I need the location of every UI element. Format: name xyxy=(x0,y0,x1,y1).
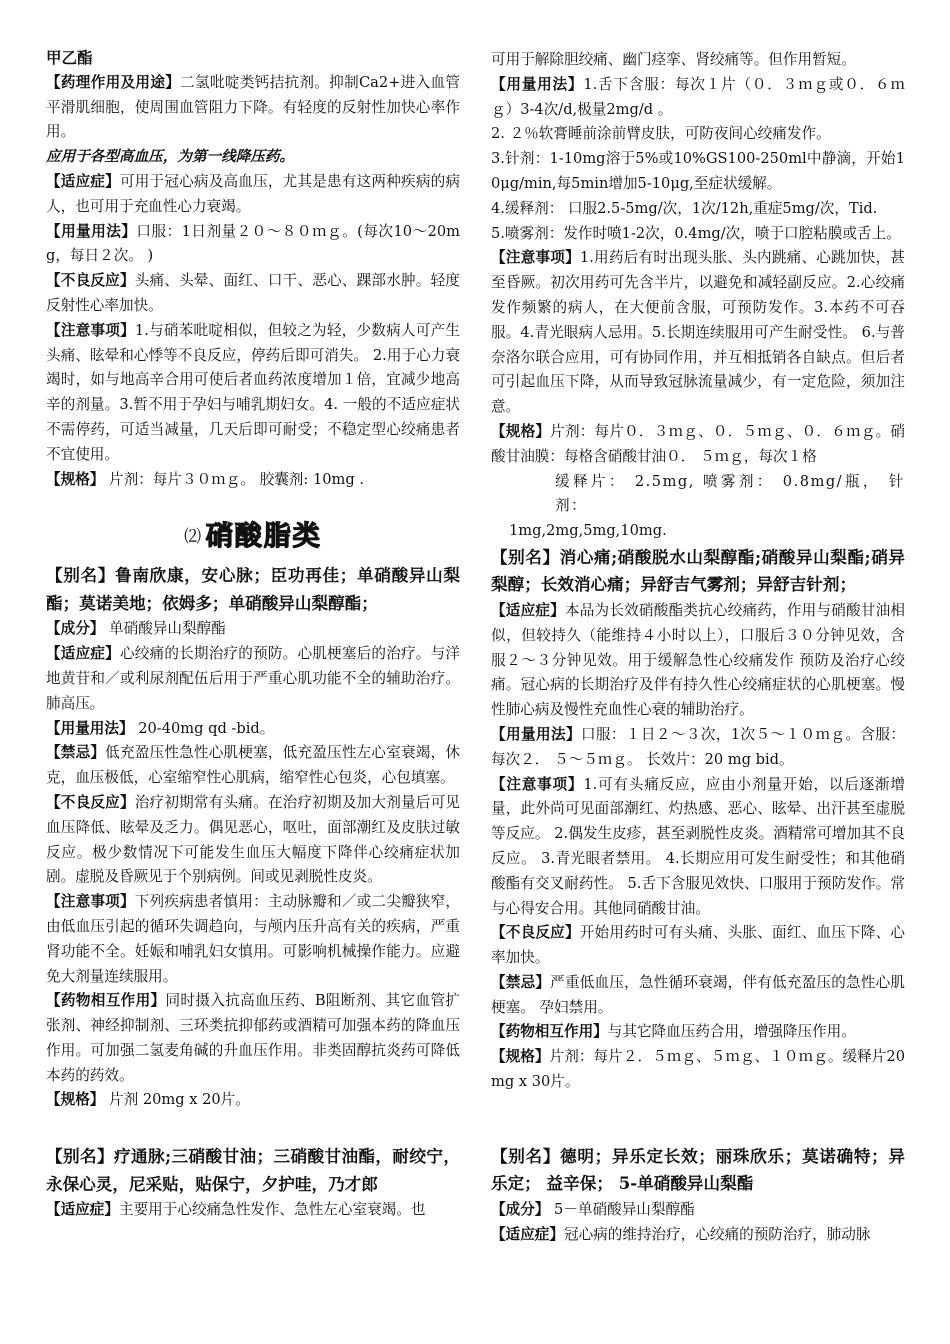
entry-label: 【药物相互作用】 xyxy=(46,992,166,1010)
entry-paragraph xyxy=(491,420,905,470)
entry-paragraph xyxy=(46,145,460,170)
entry-label: 【药物相互作用】 xyxy=(491,1023,608,1041)
entry-paragraph xyxy=(46,269,460,319)
section-number: ⑵ xyxy=(184,527,202,548)
drug2-alias xyxy=(46,562,460,617)
drug-title: 甲乙酯 xyxy=(46,48,93,67)
entry-paragraph xyxy=(491,147,905,197)
entry-label: 【适应症】 xyxy=(46,172,120,190)
entry-label: 【注意事项】 xyxy=(46,321,135,339)
entry-text: 20-40mg qd -bid。 xyxy=(133,719,275,737)
entry-label: 【用量用法】 xyxy=(46,719,134,737)
entry-paragraph xyxy=(46,1198,460,1223)
entry-paragraph xyxy=(491,246,905,420)
entry-text: 2. ２％软膏睡前涂前臂皮肤，可防夜间心绞痛发作。 xyxy=(491,125,831,143)
entry-label: 【适应症】 xyxy=(46,645,120,663)
entry-label: 【用量用法】 xyxy=(491,75,584,93)
entry-label: 【规格】 xyxy=(46,1091,105,1109)
entry-paragraph xyxy=(491,773,905,922)
left-column xyxy=(46,46,460,1223)
entry-paragraph xyxy=(491,921,905,971)
entry-text: 心绞痛的长期治疗的预防。心肌梗塞后的治疗。与洋地黄苷和／或利尿剂配伍后用于严重心肌功能不全的辅助治疗。肺高压。 xyxy=(46,645,460,712)
entry-paragraph xyxy=(491,1020,905,1045)
entry-label: 【规格】 xyxy=(491,422,551,440)
entry-text: 5－单硝酸异山梨醇酯 xyxy=(549,1200,695,1218)
entry-paragraph xyxy=(46,319,460,468)
entry-text: 可用于冠心病及高血压，尤其是患有这两种疾病的病人，也可用于充血性心力衰竭。 xyxy=(46,172,460,215)
entry-text: 口服：１日２～３次，1次５～１０ｍｇ。含服：每次２． ５～５ｍｇ。 长效片：20 mg bid。 xyxy=(491,725,905,768)
alias-label: 【别名】 xyxy=(491,546,560,567)
drug1-entries xyxy=(46,71,460,493)
entry-paragraph xyxy=(46,170,460,220)
alias-label: 【别名】 xyxy=(491,1145,561,1166)
entry-paragraph xyxy=(46,468,460,493)
drug4-alias xyxy=(491,544,905,599)
entry-paragraph xyxy=(491,971,905,1021)
entry-label: 【注意事项】 xyxy=(491,249,580,267)
entry-label: 【不良反应】 xyxy=(491,924,580,942)
entry-paragraph xyxy=(46,642,460,716)
alias-label: 【别名】 xyxy=(46,565,116,586)
entry-text: 开始用药时可有头痛、头胀、面红、血压下降、心率加快。 xyxy=(491,924,905,967)
entry-text: 低充盈压性急性心肌梗塞，低充盈压性左心室衰竭，休克，血压极低，心室缩窄性心肌病，缩窄性心包炎，心包填塞。 xyxy=(46,744,460,787)
entry-paragraph xyxy=(46,71,460,145)
entry-text: 可用于解除胆绞痛、幽门痉挛、肾绞痛等。但作用暂短。 xyxy=(491,51,856,68)
drug3-alias xyxy=(46,1143,460,1198)
entry-text: 片剂：每片３０ｍｇ。 胶囊剂: 10mg . xyxy=(104,470,364,488)
entry-text: 单硝酸异山梨醇酯 xyxy=(104,620,226,638)
drug3-continued-entries xyxy=(491,48,905,470)
entry-paragraph xyxy=(491,197,905,222)
entry-label: 【不良反应】 xyxy=(46,272,135,290)
section-title: 硝酸脂类 xyxy=(205,521,322,553)
entry-paragraph xyxy=(491,222,905,247)
spec-line: 缓释片： 2.5mg, 喷雾剂： 0.8mg/瓶， 针剂： xyxy=(555,472,905,515)
entry-paragraph xyxy=(46,1088,460,1113)
alias-label: 【别名】 xyxy=(46,1146,114,1167)
entry-paragraph xyxy=(491,73,905,123)
entry-paragraph xyxy=(46,717,460,742)
entry-label: 【规格】 xyxy=(46,470,105,488)
entry-paragraph xyxy=(491,1223,905,1248)
drug5-alias xyxy=(491,1143,905,1198)
entry-text: 主要用于心绞痛急性发作、急性左心室衰竭。也 xyxy=(118,1201,426,1219)
drug2-entries xyxy=(46,617,460,1113)
entry-label: 【药理作用及用途】 xyxy=(46,73,181,91)
entry-paragraph xyxy=(46,617,460,642)
entry-text: 1.可有头痛反应，应由小剂量开始，以后逐渐增量，此外尚可见面部潮红、灼热感、恶心、眩晕、出汗甚至虚脱等反应。 2.偶发生皮疹，甚至剥脱性皮炎。酒精常可增加其不良反应。 3.青光眼者禁用。 4.长期应用可发生耐受性；和其他硝酸酯有交叉耐药性。 5.舌下含服见效快、口服用于预防发作。常与心得安合用。其他同硝酸甘油。 xyxy=(491,775,905,917)
entry-text: 冠心病的维持治疗，心绞痛的预防治疗，肺动脉 xyxy=(563,1225,871,1243)
entry-label: 【规格】 xyxy=(491,1048,550,1066)
entry-text: 5.喷雾剂：发作时喷1-2次，0.4mg/次，喷于口腔粘膜或舌上。 xyxy=(491,224,901,242)
entry-text: 同时摄入抗高血压药、B阻断剂、其它血管扩张剂、神经抑制剂、三环类抗抑郁药或酒精可加强本药的降血压作用。可加强二氢麦角碱的升血压作用。非类固醇抗炎药可降低本药的药效。 xyxy=(46,992,460,1084)
alias-value: 德明；异乐定长效；丽珠欣乐；莫诺确特；异乐定； 益辛保； 5-单硝酸异山梨酯 xyxy=(491,1145,906,1194)
entry-paragraph xyxy=(46,220,460,270)
entry-label: 【用量用法】 xyxy=(491,725,581,743)
entry-label: 【不良反应】 xyxy=(46,793,135,811)
entry-text: 片剂 20mg x 20片。 xyxy=(104,1091,250,1109)
entry-paragraph xyxy=(491,122,905,147)
drug3-entries xyxy=(46,1198,460,1223)
entry-label: 【适应症】 xyxy=(491,601,565,619)
entry-text: 3.针剂：1-10mg溶于5%或10%GS100-250ml中静滴，开始10μg/min,每5min增加5-10μg,至症状缓解。 xyxy=(491,150,905,192)
alias-value: 鲁南欣康，安心脉；臣功再佳；单硝酸异山梨酯；莫诺美地；依姆多；单硝酸异山梨醇酯； xyxy=(46,565,461,613)
alias-value: 消心痛;硝酸脱水山梨醇酯;硝酸异山梨酯;硝异梨醇；长效消心痛；异舒吉气雾剂；异舒吉针剂； xyxy=(491,546,905,595)
alias-value: 疗通脉;三硝酸甘油；三硝酸甘油酯，耐绞宁，永保心灵，尼采贴，贴保宁，夕护哇，乃才郎 xyxy=(46,1146,461,1194)
entry-label: 【适应症】 xyxy=(491,1225,564,1243)
entry-text: 下列疾病患者慎用：主动脉瓣和／或二尖瓣狭窄，由低血压引起的循环失调趋向，与颅内压升高有关的疾病，严重肾功能不全。妊娠和哺乳妇女慎用。可影响机械操作能力。应避免大剂量连续服用。 xyxy=(46,893,460,985)
spec-line: 1mg,2mg,5mg,10mg. xyxy=(509,522,667,540)
drug5-entries xyxy=(491,1198,905,1248)
entry-label: 【禁忌】 xyxy=(491,973,551,991)
entry-label: 【注意事项】 xyxy=(46,893,135,911)
entry-label: 【禁忌】 xyxy=(46,744,106,762)
entry-text: 治疗初期常有头痛。在治疗初期及加大剂量后可见血压降低、眩晕及乏力。偶见恶心，呕吐，面部潮红及皮肤过敏反应。极少数情况下可能发生血压大幅度下降伴心绞痛症状加剧。虚脱及昏厥见于个别病例。间或见剥脱性皮炎。 xyxy=(46,793,460,886)
entry-label: 【成分】 xyxy=(491,1200,550,1218)
entry-label: 【适应症】 xyxy=(46,1201,119,1219)
entry-text: 1.用药后有时出现头胀、头内跳痛、心跳加快，甚至昏厥。初次用药可先含半片，以避免和减轻副反应。2.心绞痛发作频繁的病人，在大便前含服，可预防发作。3.本药不可吞服。4.青光眼病人忌用。5.长期连续服用可产生耐受性。 6.与普奈洛尔联合应用，可有协同作用，并互相抵销各自缺点。但后者可引起血压下降，从而导致冠脉流量减少，有一定危险，须加注意。 xyxy=(491,249,905,416)
entry-paragraph xyxy=(491,48,905,73)
entry-text: 头痛、头晕、面红、口干、恶心、踝部水肿。轻度反射性心率加快。 xyxy=(46,272,460,314)
entry-text: 1.与硝苯吡啶相似，但较之为轻，少数病人可产生头痛、眩晕和心悸等不良反应，停药后即可消失。 2.用于心力衰竭时，如与地高辛合用可使后者血药浓度增加１倍，宜减少地高辛的剂量。3.暂不用于孕妇与哺乳期妇女。4. 一般的不适应症状不需停药，可适当减量，几天后即可耐受；不稳定型心绞痛患者不宜使用。 xyxy=(46,321,460,463)
entry-paragraph xyxy=(46,791,460,890)
entry-paragraph xyxy=(46,741,460,791)
entry-label: 【成分】 xyxy=(46,620,105,638)
entry-paragraph xyxy=(491,599,905,723)
entry-text: 二氢吡啶类钙拮抗剂。抑制Ca2+进入血管平滑肌细胞，使周围血管阻力下降。有轻度的反射性加快心率作用。 xyxy=(46,73,460,141)
entry-paragraph xyxy=(46,989,460,1088)
entry-label: 【用量用法】 xyxy=(46,222,137,240)
section-heading xyxy=(46,520,460,554)
entry-paragraph xyxy=(491,1045,905,1095)
entry-text: 片剂：每片０．３ｍｇ、０．５ｍｇ、０．６ｍｇ。硝酸甘油膜：每格含硝酸甘油０． ５ｍｇ，每次１格 xyxy=(491,422,905,465)
entry-paragraph xyxy=(491,723,905,773)
entry-paragraph xyxy=(491,1198,905,1223)
emphasis-text: 应用于各型高血压，为第一线降压药。 xyxy=(46,148,295,166)
entry-text: 严重低血压，急性循环衰竭，伴有低充盈压的急性心肌梗塞。 孕妇禁用。 xyxy=(491,973,905,1016)
entry-text: 本品为长效硝酸酯类抗心绞痛药，作用与硝酸甘油相似，但较持久（能维持４小时以上），口服后３０分钟见效，含服２～３分钟见效。用于缓解急性心绞痛发作 预防及治疗心绞痛。冠心病的长期治疗及伴有持久性心绞痛症状的心肌梗塞。慢性肺心病及慢性充血性心衰的辅助治疗。 xyxy=(491,601,905,719)
entry-text: 与其它降血压药合用，增强降压作用。 xyxy=(607,1023,856,1041)
entry-text: 片剂：每片２．５ｍｇ、５ｍｇ、１０ｍｇ。缓释片20mg x 30片。 xyxy=(491,1048,905,1091)
right-column xyxy=(491,48,905,1247)
entry-text: 1.舌下含服：每次１片（０．３ｍｇ或０．６ｍｇ）3-4次/d,极量2mg/d 。 xyxy=(491,75,905,118)
entry-text: 4.缓释剂： 口服2.5-5mg/次，1次/12h,重症5mg/次，Tid. xyxy=(491,199,878,217)
entry-label: 【注意事项】 xyxy=(491,775,584,793)
entry-text: 口服：1日剂量２０～８０ｍｇ。(每次10～20mg，每日２次。 ) xyxy=(46,222,460,265)
drug4-entries xyxy=(491,599,905,1095)
entry-paragraph xyxy=(46,890,460,989)
